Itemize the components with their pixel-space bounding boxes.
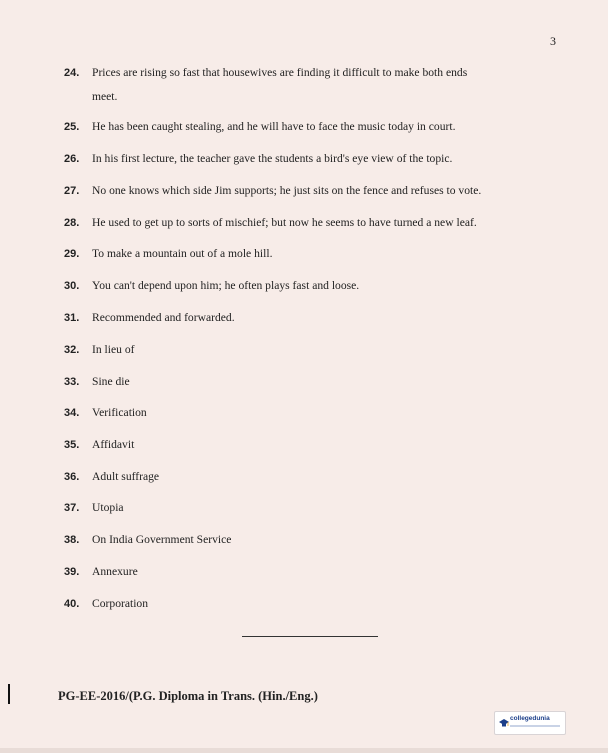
question-text: He has been caught stealing, and he will have to face the music today in court.: [92, 120, 456, 133]
question-text: In lieu of: [92, 343, 135, 356]
question-text: To make a mountain out of a mole hill.: [92, 247, 273, 260]
question-number: 24.: [64, 67, 80, 79]
question-number: 38.: [64, 534, 80, 546]
question-24-continuation: meet.: [92, 90, 118, 103]
question-text: In his first lecture, the teacher gave the students a bird's eye view of the topic.: [92, 152, 453, 165]
question-text: Sine die: [92, 375, 130, 388]
question-text: Annexure: [92, 565, 138, 578]
question-number: 40.: [64, 598, 80, 610]
question-text: Verification: [92, 406, 147, 419]
question-34: [64, 400, 564, 426]
question-37: [64, 495, 564, 521]
question-24: [64, 60, 564, 86]
end-rule: [242, 636, 378, 637]
question-number: 36.: [64, 471, 80, 483]
question-number: 34.: [64, 407, 80, 419]
question-33: [64, 369, 564, 395]
question-32: [64, 337, 564, 363]
question-number: 26.: [64, 153, 80, 165]
question-35: [64, 432, 564, 458]
question-number: 25.: [64, 121, 80, 133]
question-39: [64, 559, 564, 585]
question-28: [64, 210, 564, 236]
question-26: [64, 146, 564, 172]
question-25: [64, 114, 564, 140]
question-number: 29.: [64, 248, 80, 260]
logo-tagline: [510, 725, 560, 727]
graduation-cap-icon: [499, 718, 509, 728]
collegedunia-logo: [494, 711, 566, 735]
question-number: 30.: [64, 280, 80, 292]
question-number: 33.: [64, 376, 80, 388]
question-text: Adult suffrage: [92, 470, 160, 483]
question-number: 27.: [64, 185, 80, 197]
page-bottom-edge: [0, 748, 608, 753]
question-31: [64, 305, 564, 331]
question-27: [64, 178, 564, 204]
question-number: 31.: [64, 312, 80, 324]
page-number: 3: [550, 34, 556, 48]
margin-mark: [8, 684, 10, 704]
question-29: [64, 241, 564, 267]
question-number: 39.: [64, 566, 80, 578]
footer-paper-code: PG-EE-2016/(P.G. Diploma in Trans. (Hin./Eng.): [58, 689, 318, 703]
question-30: [64, 273, 564, 299]
question-text: You can't depend upon him; he often plays fast and loose.: [92, 279, 360, 292]
question-number: 37.: [64, 502, 80, 514]
question-40: [64, 591, 564, 617]
question-text: On India Government Service: [92, 533, 232, 546]
question-text: Utopia: [92, 501, 124, 514]
question-number: 32.: [64, 344, 80, 356]
question-text: Prices are rising so fast that housewives are finding it difficult to make both ends: [92, 66, 468, 79]
question-text: No one knows which side Jim supports; he just sits on the fence and refuses to vote.: [92, 184, 482, 197]
question-text: Recommended and forwarded.: [92, 311, 235, 324]
question-number: 35.: [64, 439, 80, 451]
question-38: [64, 527, 564, 553]
question-number: 28.: [64, 217, 80, 229]
logo-text: collegedunia: [510, 715, 550, 722]
question-36: [64, 464, 564, 490]
question-text: Corporation: [92, 597, 149, 610]
question-text: Affidavit: [92, 438, 135, 451]
question-text: He used to get up to sorts of mischief; but now he seems to have turned a new leaf.: [92, 216, 477, 229]
